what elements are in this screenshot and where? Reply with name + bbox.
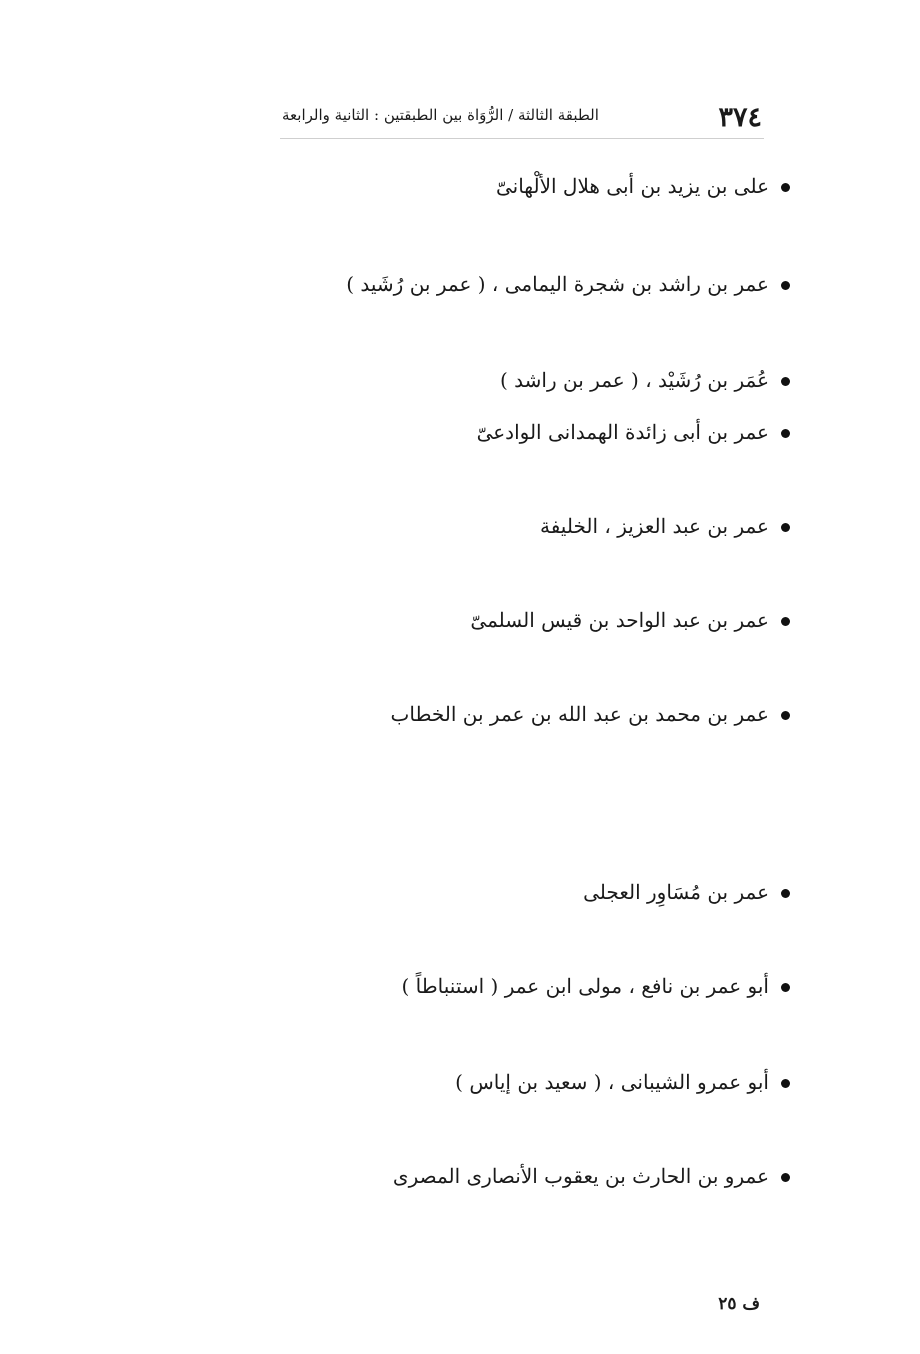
bullet-icon: [781, 523, 790, 532]
narrator-name: عُمَر بن رُشَيْد ، ( عمر بن راشد ): [500, 368, 769, 392]
narrator-name: عمر بن عبد العزيز ، الخليفة: [539, 514, 769, 538]
running-title: الطبقة الثالثة / الرُّوَاة بين الطبقتين : الثانية والرابعة: [282, 106, 599, 124]
bullet-icon: [781, 617, 790, 626]
bullet-icon: [781, 983, 790, 992]
entry-title: [402, 974, 791, 998]
narrator-name: أبو عمر بن نافع ، مولى ابن عمر ( استنباطاً ): [401, 974, 769, 998]
bullet-icon: [781, 377, 790, 386]
bullet-icon: [781, 1079, 790, 1088]
entry-title: [477, 420, 790, 444]
narrator-name: عمر بن مُسَاوِر العجلى: [583, 880, 769, 904]
bullet-icon: [781, 889, 790, 898]
entry-title: [455, 1070, 790, 1094]
bullet-icon: [781, 281, 790, 290]
bullet-icon: [781, 1173, 790, 1182]
header-divider: [280, 138, 764, 139]
page-number: ٣٧٤: [718, 102, 762, 133]
entry-title: [470, 608, 790, 632]
narrator-name: عمرو بن الحارث بن يعقوب الأنصارى المصرى: [392, 1164, 769, 1188]
bullet-icon: [781, 183, 790, 192]
entry-title: [496, 174, 790, 198]
signature-mark: ف ٢٥: [718, 1294, 760, 1314]
entry-title: [393, 1164, 790, 1188]
narrator-name: عمر بن عبد الواحد بن قيس السلمىّ: [470, 608, 769, 632]
entry-title: [346, 272, 790, 296]
bullet-icon: [781, 711, 790, 720]
entry-title: [391, 702, 790, 726]
narrator-name: عمر بن راشد بن شجرة اليمامى ، ( عمر بن رُشَيد ): [346, 272, 769, 296]
bullet-icon: [781, 429, 790, 438]
narrator-name: على بن يزيد بن أبى هلال الألْهانىّ: [495, 174, 769, 198]
narrator-name: عمر بن محمد بن عبد الله بن عمر بن الخطاب: [390, 702, 769, 726]
entry-title: [540, 514, 790, 538]
entry-title: [583, 880, 790, 904]
narrator-name: عمر بن أبى زائدة الهمدانى الوادعىّ: [476, 420, 769, 444]
entry-title: [500, 368, 790, 392]
narrator-name: أبو عمرو الشيبانى ، ( سعيد بن إياس ): [455, 1070, 769, 1094]
